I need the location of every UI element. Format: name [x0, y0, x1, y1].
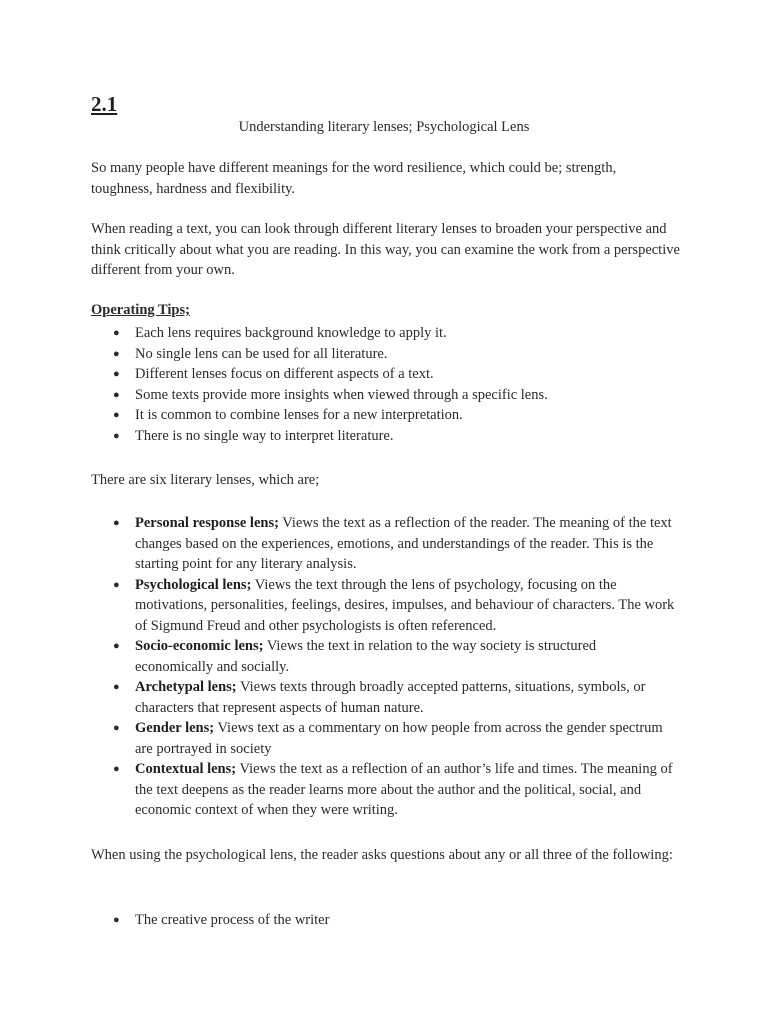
list-item: ● No single lens can be used for all literature.: [0, 344, 675, 365]
lenses-intro: There are six literary lenses, which are;: [91, 472, 320, 488]
bullet-icon: ●: [113, 914, 120, 926]
bullet-icon: ●: [113, 388, 120, 401]
lens-item-socio-economic: [0, 636, 675, 677]
list-item: ● There is no single way to interpret literature.: [0, 426, 675, 447]
list-item: ● Some texts provide more insights when viewed through a specific lens.: [0, 385, 675, 406]
bullet-icon: ●: [113, 517, 120, 529]
lens-description: Views the text as a reflection of an author’s life and times. The meaning of the text deepens as the reader learns more about the author and the political, social, and economic context of when they were writing.: [135, 761, 673, 818]
operating-tips-list: [0, 323, 675, 446]
bullet-icon: ●: [113, 640, 120, 652]
list-item: ● Each lens requires background knowledge to apply it.: [0, 323, 675, 344]
lenses-list: [0, 513, 675, 821]
bullet-icon: ●: [113, 409, 120, 421]
document-title: Understanding literary lenses; Psychological Lens: [238, 119, 530, 135]
lens-term: Psychological lens;: [135, 576, 252, 593]
lens-description: Views the text as a reflection of the reader. The meaning of the text changes based on the experiences, emotions, and understandings of the reader. This is the starting point for any literary analysis.: [135, 515, 672, 572]
lens-description: Views text as a commentary on how people from across the gender spectrum are portrayed in society: [135, 720, 663, 757]
lens-item-archetypal: [0, 677, 675, 718]
lens-term: Personal response lens;: [135, 515, 279, 531]
lens-item-personal-response: [0, 513, 675, 575]
bullet-icon: ●: [113, 681, 120, 693]
psychological-questions-list: [0, 910, 675, 931]
list-item: ● Different lenses focus on different aspects of a text.: [0, 364, 675, 385]
lens-item-psychological: [0, 575, 675, 637]
bullet-icon: ●: [113, 763, 120, 775]
lens-term: Archetypal lens;: [135, 679, 237, 695]
lens-term: Contextual lens;: [135, 761, 237, 777]
bullet-icon: ●: [113, 368, 120, 380]
bullet-icon: ●: [113, 327, 120, 339]
intro-paragraph-1: So many people have different meanings for the word resilience, which could be; strength, toughness, hardness and flexibility.: [91, 160, 617, 197]
lens-item-gender: [0, 718, 675, 759]
lens-description: Views the text through the lens of psychology, focusing on the motivations, personalities, feelings, desires, impulses, and behaviour of characters. The work of Sigmund Freud and other psychologists is often referenced.: [135, 576, 675, 634]
intro-paragraph-2: When reading a text, you can look through different literary lenses to broaden your perspective and think critically about what you are reading. In this way, you can examine the work from a perspective different from your own.: [91, 221, 680, 278]
list-item: ● The creative process of the writer: [0, 910, 675, 931]
lens-description: Views texts through broadly accepted patterns, situations, symbols, or characters that represent aspects of human nature.: [135, 679, 646, 716]
bullet-icon: ●: [113, 578, 120, 591]
lens-description: Views the text in relation to the way society is structured economically and socially.: [135, 638, 597, 675]
bullet-icon: ●: [113, 347, 120, 360]
bullet-icon: ●: [113, 429, 120, 442]
lens-term: Socio-economic lens;: [135, 638, 264, 654]
bullet-icon: ●: [113, 722, 120, 734]
lens-item-contextual: [0, 759, 675, 821]
operating-tips-heading: Operating Tips;: [91, 302, 190, 318]
section-number: 2.1: [91, 92, 118, 116]
lens-term: Gender lens;: [135, 720, 215, 736]
list-item: ● It is common to combine lenses for a new interpretation.: [0, 405, 675, 426]
psychological-lens-intro: When using the psychological lens, the reader asks questions about any or all three of the following:: [91, 847, 673, 863]
